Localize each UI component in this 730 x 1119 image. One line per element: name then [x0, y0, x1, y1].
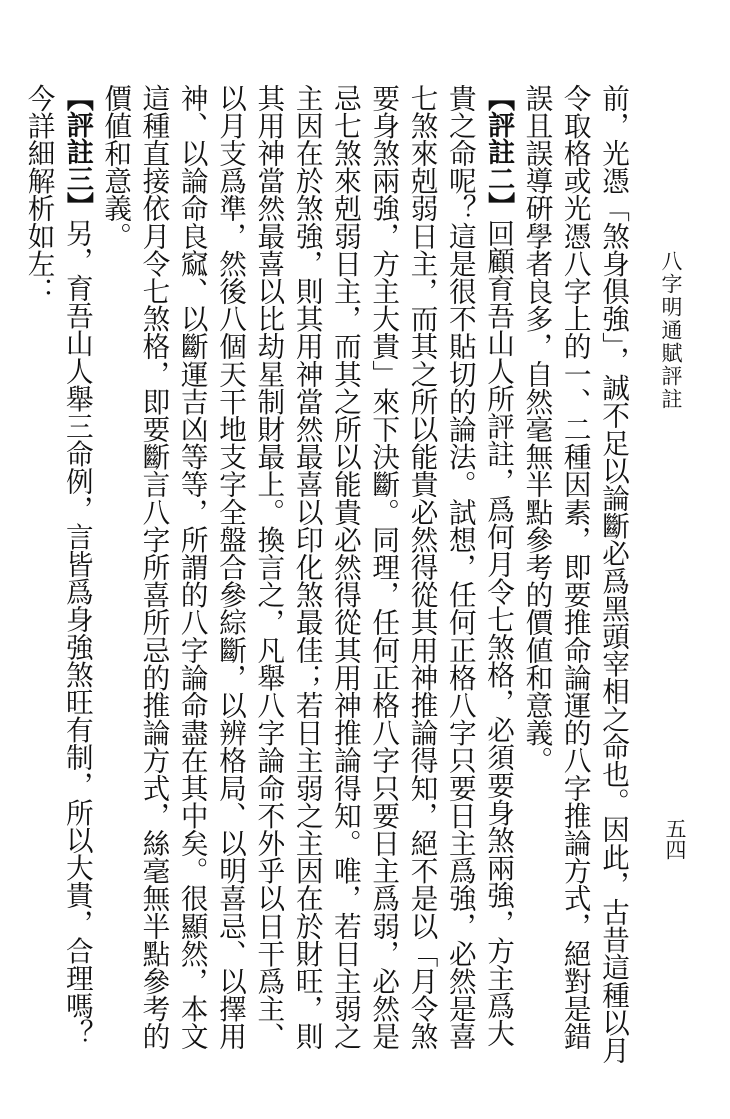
paragraph-3	[19, 84, 96, 1074]
commentary-2-text: 回顧育吾山人所評註，爲何月令七煞格，必須要身煞兩強，方主爲大貴之命呢？這是很不貼切的論法。試想，任何正格八字只要日主爲強，必然是喜七煞來剋弱日主，而其之所以能貴必然得從其用神推論得知，絕不是以「月令煞要身煞兩強，方主大貴」來下決斷。同理，任何正格八字只要日主爲弱，必然是忌七煞來剋弱日主，而其之所以能貴必然得從其用神推論得知。唯，若日主弱之主因在於煞強，則其用神當然最喜以印化煞最佳；若日主弱之主因在於財旺，則其用神當然最喜以比劫星制財最上。換言之，凡舉八字論命不外乎以日干爲主、以月支爲準，然後八個天干地支字全盤合參綜斷，以辨格局、以明喜忌、以擇用神、以論命良窳、以斷運吉凶等等，所謂的八字論命盡在其中矣。很顯然，本文這種直接依月令七煞格，即要斷言八字所喜所忌的推論方式，絲毫無半點參考的價値和意義。	[99, 84, 516, 1050]
paragraph-2	[96, 84, 517, 1074]
commentary-2-heading: 【評註二】	[483, 84, 515, 219]
page-number: 五四	[663, 818, 687, 860]
running-title: 八字明通賦評註	[659, 250, 683, 411]
commentary-3-text: 另，育吾山人舉三命例，言皆爲身強煞旺有制，所以大貴，合理嗎？今詳細解析如左：	[22, 84, 94, 1047]
commentary-3-heading: 【評註三】	[61, 84, 93, 219]
paragraph-1: 前，光憑「煞身俱強」，誠不足以論斷必爲黑頭宰相之命也。因此，古昔這種以月令取格或光憑八字上的一、二種因素，即要推命論運的八字推論方式，絕對是錯誤且誤導硏學者良多，自然毫無半點參考的價値和意義。	[520, 84, 630, 1064]
main-text	[19, 84, 632, 1074]
